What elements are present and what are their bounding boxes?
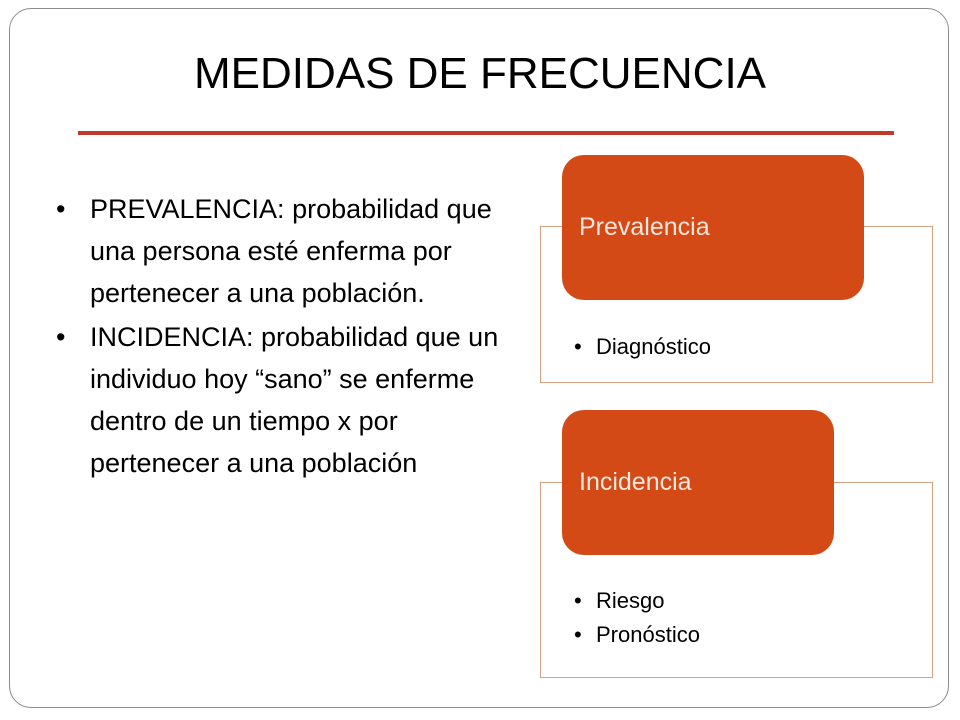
item-text: Pronóstico [596,622,700,647]
bullet-text: INCIDENCIA: probabilidad que un individuo hoy “sano” se enferme dentro de un tiempo x por pertenecer a una población [90,322,499,478]
item-text: Riesgo [596,588,665,613]
bullet-dot: • [574,334,582,359]
title-underline [78,131,894,135]
slide-title: MEDIDAS DE FRECUENCIA [193,49,767,98]
bullet-dot: • [574,622,582,647]
item-text: Diagnóstico [596,334,711,359]
bullet-text: PREVALENCIA: probabilidad que una persona esté enferma por pertenecer a una población. [90,194,492,308]
card-heading-text: Incidencia [579,468,692,496]
list-item [574,584,700,618]
bullet-dot: • [56,194,66,224]
definition-list [56,188,526,486]
bullet-dot: • [574,588,582,613]
card-prevalencia-items [574,330,711,364]
bullet-prevalencia [56,188,526,314]
card-prevalencia-heading [562,155,864,300]
card-incidencia-heading [562,410,834,555]
bullet-dot: • [56,322,66,352]
bullet-incidencia [56,316,526,484]
list-item [574,618,700,652]
card-incidencia-items [574,584,700,652]
card-heading-text: Prevalencia [579,213,710,241]
list-item [574,330,711,364]
